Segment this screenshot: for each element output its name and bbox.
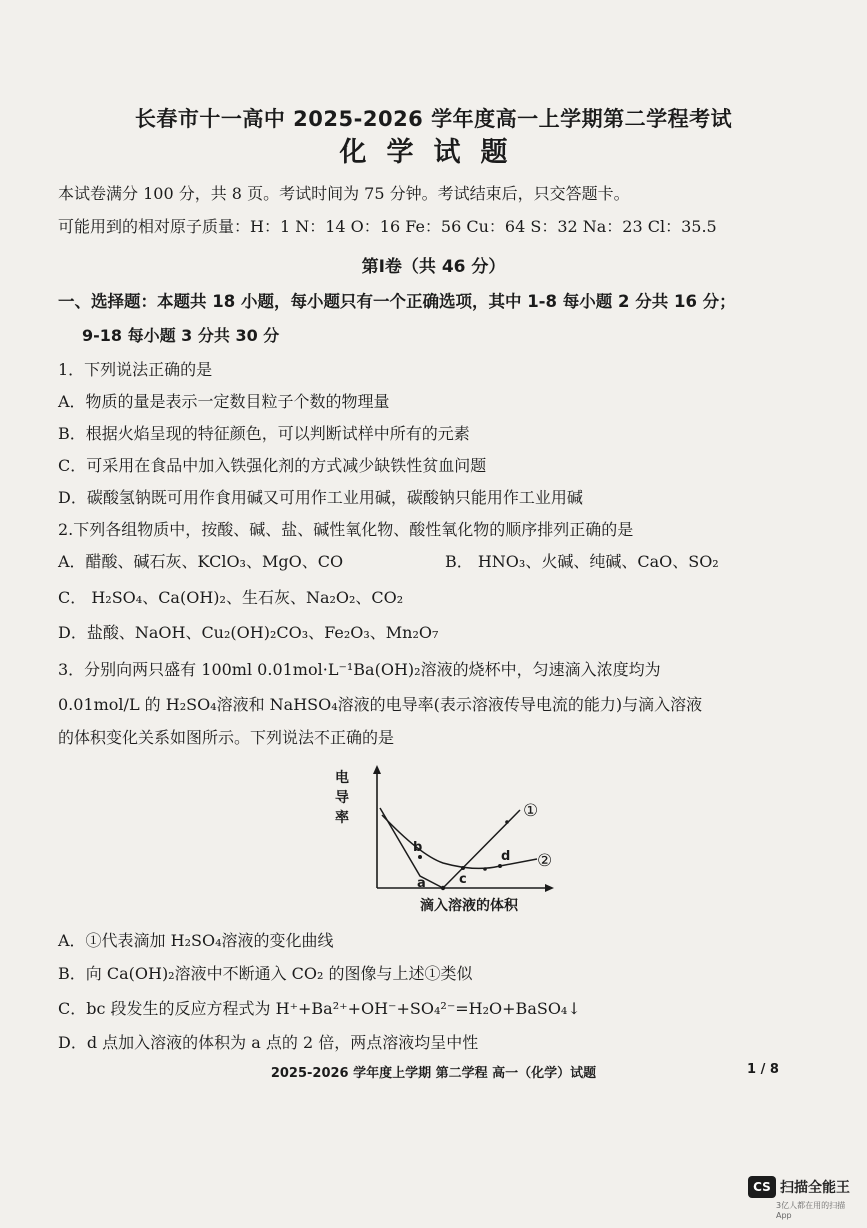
- figure-x-arrow: [545, 884, 554, 892]
- scanner-watermark: [748, 1174, 858, 1220]
- q2-option-c: C． H₂SO₄、Ca(OH)₂、生石灰、Na₂O₂、CO₂: [58, 588, 404, 607]
- q1-option-a: A．物质的量是表示一定数目粒子个数的物理量: [58, 392, 390, 411]
- q2-stem: 2.下列各组物质中，按酸、碱、盐、碱性氧化物、酸性氧化物的顺序排列正确的是: [58, 520, 634, 539]
- point-b-label: b: [413, 840, 423, 855]
- figure-y-arrow: [373, 765, 381, 774]
- q2-option-d: D．盐酸、NaOH、Cu₂(OH)₂CO₃、Fe₂O₃、Mn₂O₇: [58, 623, 439, 642]
- page-number: 1 / 8: [747, 1062, 779, 1077]
- page-footer: 2025-2026 学年度上学期 第二学程 高一（化学）试题: [270, 1066, 597, 1081]
- point-a-label: a: [417, 876, 426, 891]
- q3-stem-line-1: 3．分别向两只盛有 100ml 0.01mol·L⁻¹Ba(OH)₂溶液的烧杯中，匀速滴入浓度均为: [58, 660, 661, 679]
- scanner-app-name: 扫描全能王: [780, 1180, 850, 1196]
- part1-title: 第Ⅰ卷（共 46 分）: [361, 257, 506, 277]
- figure-ylabel-2: 导: [335, 790, 349, 806]
- q3-stem-line-3: 的体积变化关系如图所示。下列说法不正确的是: [58, 728, 395, 747]
- figure-ylabel-3: 率: [335, 810, 349, 826]
- school-title: 长春市十一高中 2025-2026 学年度高一上学期第二学程考试: [134, 107, 733, 131]
- scanner-logo-icon: CS: [748, 1176, 776, 1198]
- q2-option-a: A．醋酸、碱石灰、KClO₃、MgO、CO: [58, 552, 344, 571]
- curve-2: [382, 815, 537, 868]
- curve-1: [380, 808, 520, 888]
- q1-option-d: D．碳酸氢钠既可用作食用碱又可用作工业用碱，碳酸钠只能用作工业用碱: [58, 488, 583, 507]
- q1-stem: 1．下列说法正确的是: [58, 360, 213, 379]
- curve-1-label: ①: [523, 801, 539, 821]
- q3-stem-line-2: 0.01mol/L 的 H₂SO₄溶液和 NaHSO₄溶液的电导率(表示溶液传导电流的能力)与滴入溶液: [58, 695, 703, 714]
- q3-option-c: C．bc 段发生的反应方程式为 H⁺+Ba²⁺+OH⁻+SO₄²⁻=H₂O+BaSO₄↓: [58, 999, 581, 1018]
- point-b-dot: [418, 855, 422, 859]
- q2-option-b: B． HNO₃、火碱、纯碱、CaO、SO₂: [445, 552, 719, 571]
- q1-option-c: C．可采用在食品中加入铁强化剂的方式减少缺铁性贫血问题: [58, 456, 487, 475]
- conductivity-figure: [325, 760, 565, 918]
- curve-2-label: ②: [537, 851, 553, 871]
- point-a-dot: [441, 886, 445, 890]
- scanner-tagline: 3亿人都在用的扫描App: [776, 1201, 846, 1220]
- figure-ylabel-1: 电: [335, 770, 349, 786]
- curve-2-dot: [483, 867, 487, 871]
- q3-option-d: D．d 点加入溶液的体积为 a 点的 2 倍，两点溶液均呈中性: [58, 1033, 479, 1052]
- intro-line-2: 可能用到的相对原子质量：H：1 N：14 O：16 Fe：56 Cu：64 S：32 Na：23 Cl：35.5: [58, 217, 717, 236]
- curve-1-dot: [505, 820, 509, 824]
- point-d-label: d: [501, 849, 511, 864]
- intro-line-1: 本试卷满分 100 分，共 8 页。考试时间为 75 分钟。考试结束后，只交答题卡。: [58, 184, 630, 203]
- section1-line-1: 一、选择题：本题共 18 小题，每小题只有一个正确选项，其中 1-8 每小题 2 分共 16 分；: [58, 292, 736, 311]
- figure-xlabel: 滴入溶液的体积: [420, 898, 518, 914]
- section1-line-2: 9-18 每小题 3 分共 30 分: [82, 326, 280, 345]
- point-c-label: c: [459, 872, 467, 887]
- subject-title: 化学试题: [339, 137, 528, 168]
- point-d-dot: [498, 864, 502, 868]
- q3-option-a: A．①代表滴加 H₂SO₄溶液的变化曲线: [58, 931, 334, 950]
- q3-option-b: B．向 Ca(OH)₂溶液中不断通入 CO₂ 的图像与上述①类似: [58, 964, 473, 983]
- q1-option-b: B．根据火焰呈现的特征颜色，可以判断试样中所有的元素: [58, 424, 470, 443]
- point-c-dot: [461, 866, 465, 870]
